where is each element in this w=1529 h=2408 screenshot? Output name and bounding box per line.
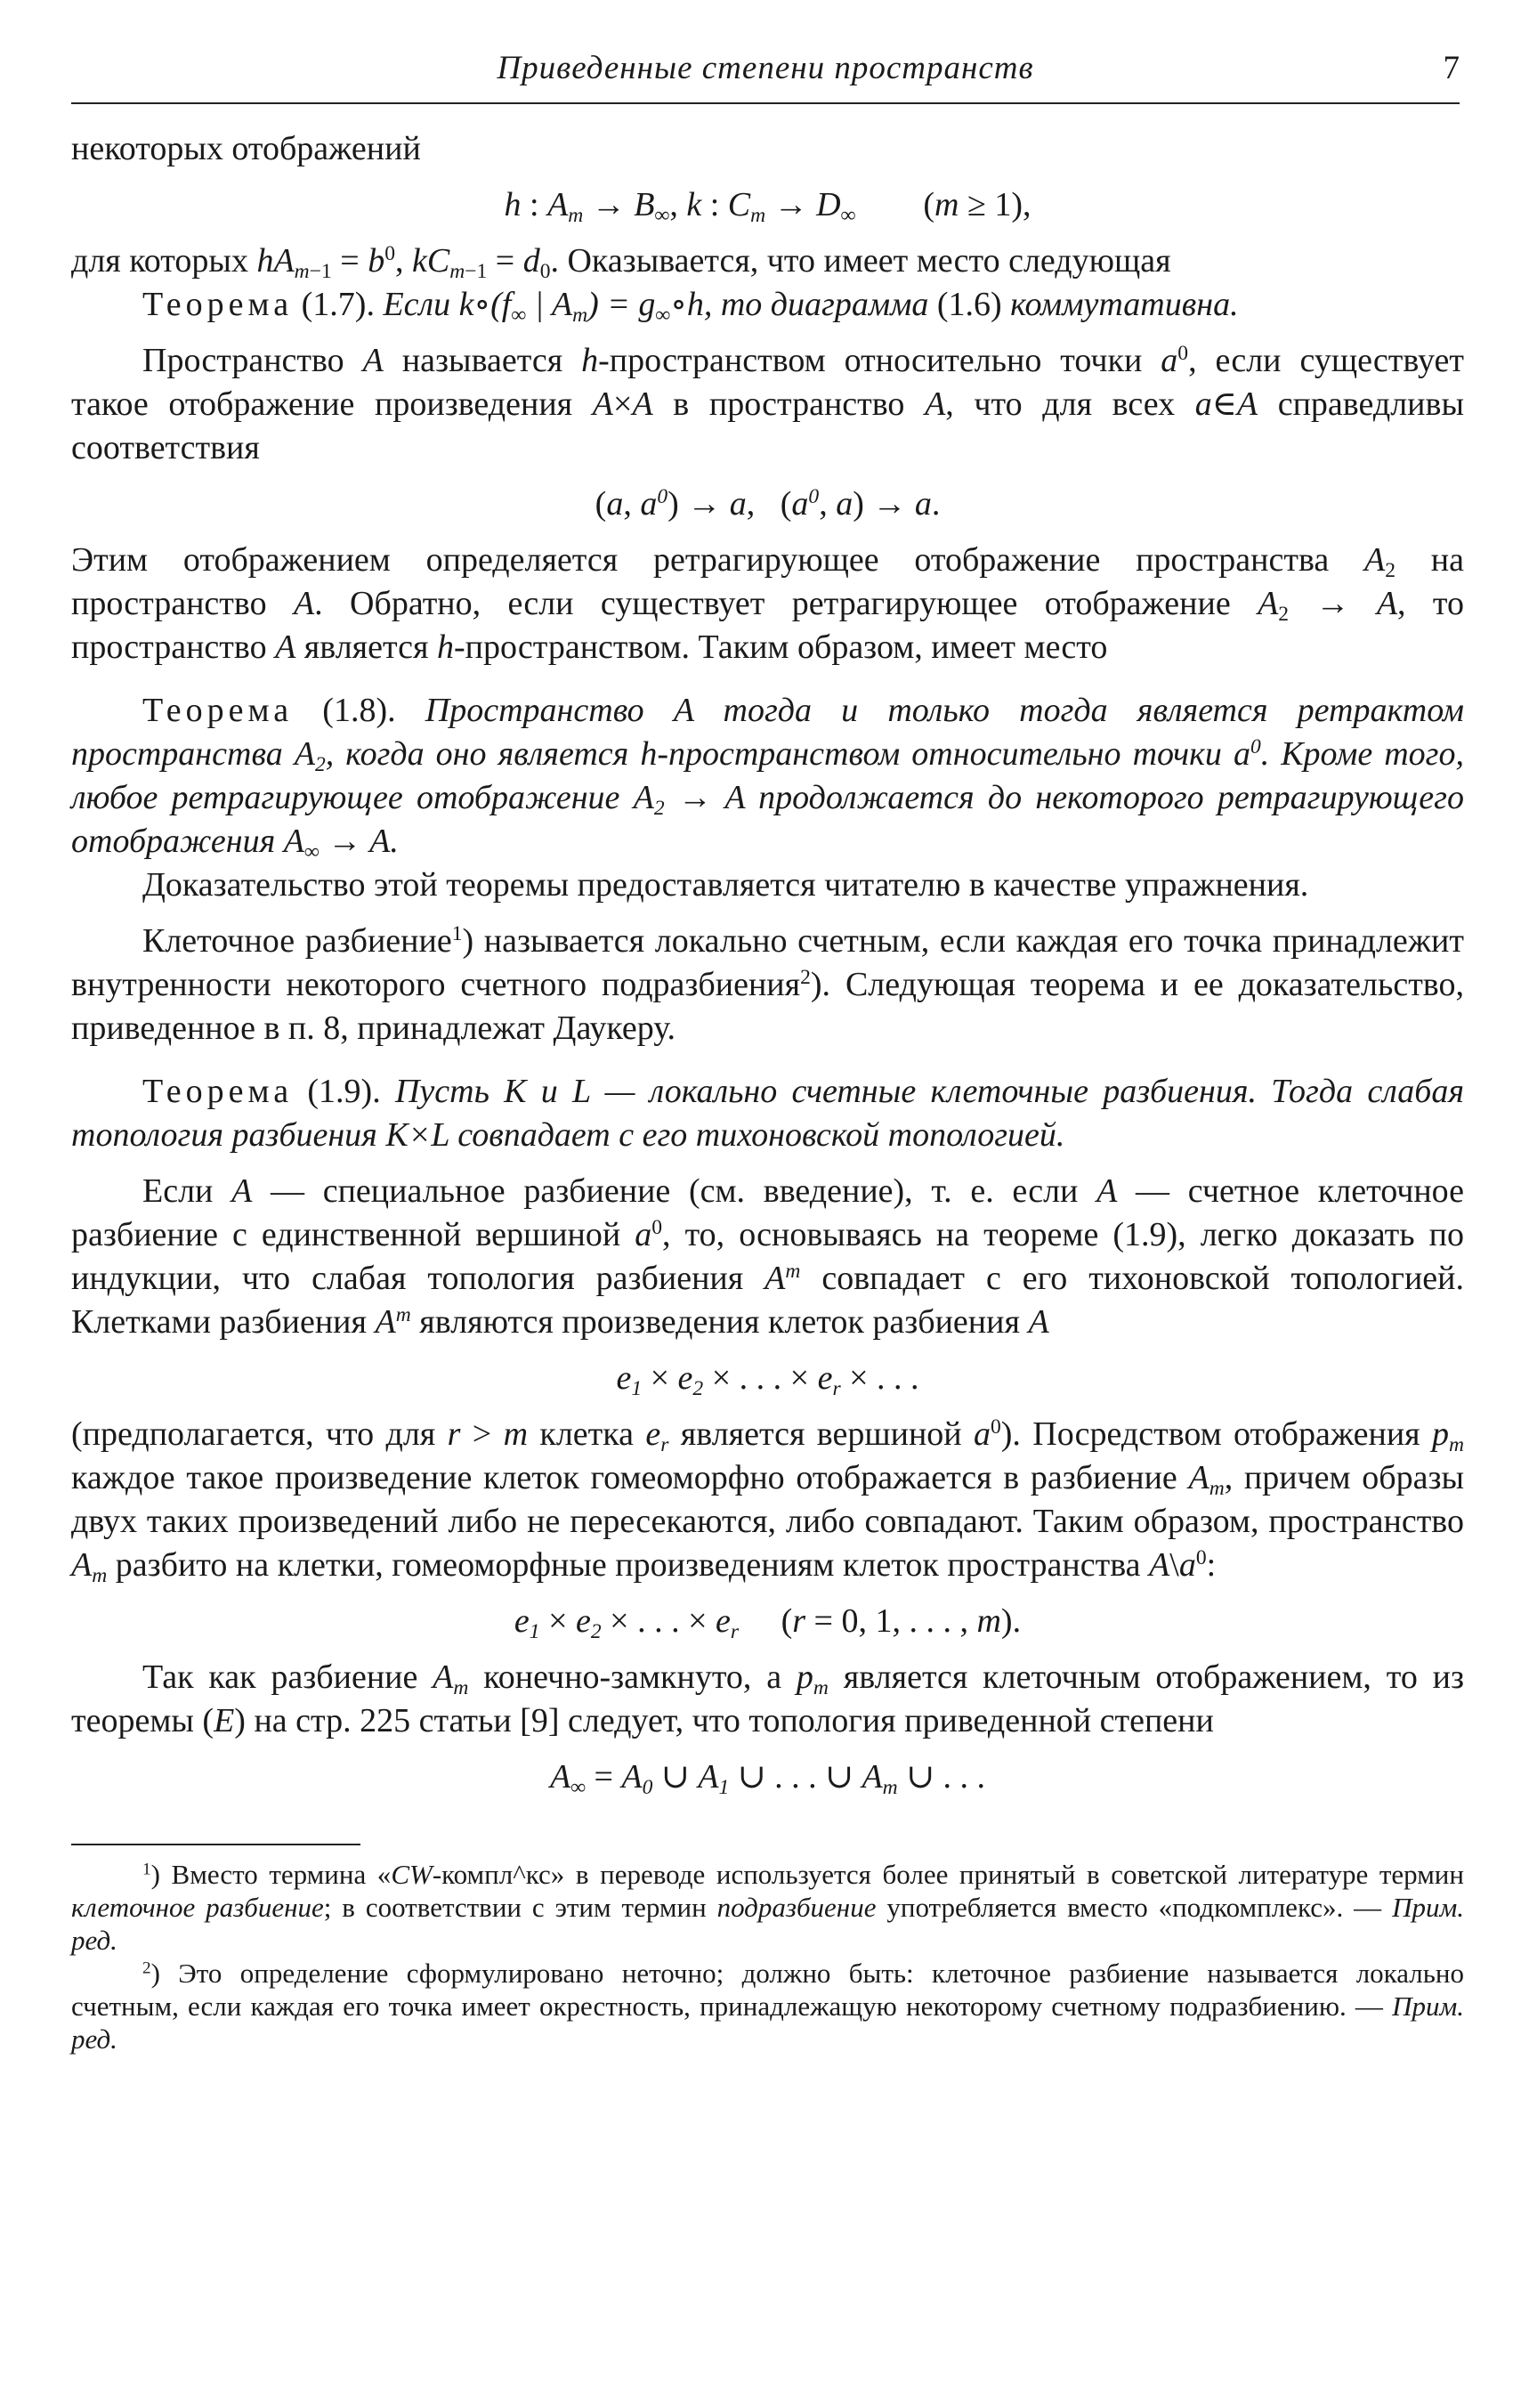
paragraph-locally-countable: Клеточное разбиение$^1$) называется локально счетным, если каждая его точка принадлежит внутренности некоторого счетного подразбиения$^2$). Следующая теорема и ее доказательство, приведенное в п. 8, принадлежат Даукеру. — [71, 922, 1464, 1047]
footnote-rule — [71, 1844, 360, 1845]
running-header — [71, 49, 1460, 104]
formula-correspondences: (a, $a^0) \to a$, ($a^0$, a) → a. — [595, 485, 941, 523]
page-body — [71, 127, 1464, 2055]
footnote-2: $^2$) Это определение сформулировано неточно; должно быть: клеточное разбиение называется локально счетным, если каждая его точка имеет окрестность, принадлежащую некоторому счетному подразбиению. — Прим. ред. — [71, 1958, 1464, 2055]
paragraph-h-space: Пространство A называется h-пространством относительно точки $a^0$, если существует такое отображение произведения A×A в пространство A, что для всех a∈A справедливы соответствия — [71, 342, 1464, 466]
paragraph-special-partition: Если A — специальное разбиение (см. введение), т. е. если A — счетное клеточное разбиение с единственной вершиной $a^0$, то, основываясь на теореме (1.9), легко доказать по индукции, что слабая топология разбиения $A^m$ совпадает с его тихоновской топологией. Клетками разбиения $A^m$ являются произведения клеток разбиения A — [71, 1172, 1465, 1341]
page-number: 7 — [1443, 50, 1460, 86]
formula-maps: h : $A_m \to B_\infty$, k : $C_m \to D_\infty$ (m ≥ 1), — [504, 186, 1031, 228]
paragraph-proof-exercise: Доказательство этой теоремы предоставляется читателю в качестве упражнения. — [142, 866, 1309, 904]
paragraph: для которых $hA_{m-1} = b^0$, $kC_{m-1} = d_0$. Оказывается, что имеет место следующая — [71, 242, 1171, 284]
footnote-1: $^1$) Вместо термина «CW-компл^кс» в переводе используется более принятый в советской литературе термин клеточное разбиение; в соответствии с этим термин подразбиение употребляется вместо «подкомплекс». — Прим. ред. — [71, 1859, 1464, 1956]
paragraph-retraction: Этим отображением определяется ретрагирующее отображение пространства $A_2$ на пространство A. Обратно, если существует ретрагирующее отображение $A_2 \to A$, то пространство A является h-пространством. Таким образом, имеет место — [71, 541, 1465, 666]
formula-finite-product: $e_1 \times e_2$ × . . . × $e_r$ (r = 0, 1, . . . , m). — [514, 1602, 1022, 1644]
running-title: Приведенные степени пространств — [497, 50, 1034, 86]
theorem-1-9: Теорема (1.9). Пусть K и L — локально счетные клеточные разбиения. Тогда слабая топология разбиения K×L совпадает с его тихоновской топологией. — [71, 1073, 1464, 1154]
formula-reduced-power: $A_\infty = A_0$ ∪ $A_1$ ∪ . . . ∪ $A_m$ ∪ . . . — [549, 1758, 986, 1800]
theorem-1-7: Теорема (1.7). Если $k\circ(f_\infty$ | $A_m$) = $g_\infty\circ h$, то диаграмма (1.6) коммутативна. — [142, 286, 1239, 328]
formula-cell-product: $e_1 \times e_2$ × . . . × $e_r$ × . . . — [616, 1359, 919, 1401]
paragraph-topology: Так как разбиение $A_m$ конечно-замкнуто, а $p_m$ является клеточным отображением, то из теоремы (E) на стр. 225 статьи [9] следует, что топология приведенной степени — [71, 1658, 1464, 1739]
paragraph-cells: (предполагается, что для r > m клетка $e_r$ является вершиной $a^0$). Посредством отображения $p_m$ каждое такое произведение клеток гомеоморфно отображается в разбиение $A_m$, причем образы двух таких произведений либо не пересекаются, либо совпадают. Таким образом, пространство $A_m$ разбито на клетки, гомеоморфные произведениям клеток пространства $A\backslash a^0$: — [71, 1415, 1464, 1588]
theorem-1-8: Теорема (1.8). Пространство A тогда и только тогда является ретрактом пространства $A_2$, когда оно является h-пространством относительно точки $a^0$. Кроме того, любое ретрагирующее отображение $A_2 \to A$ продолжается до некоторого ретрагирующего отображения $A_\infty \to A$. — [71, 692, 1465, 864]
paragraph: некоторых отображений — [71, 130, 421, 167]
